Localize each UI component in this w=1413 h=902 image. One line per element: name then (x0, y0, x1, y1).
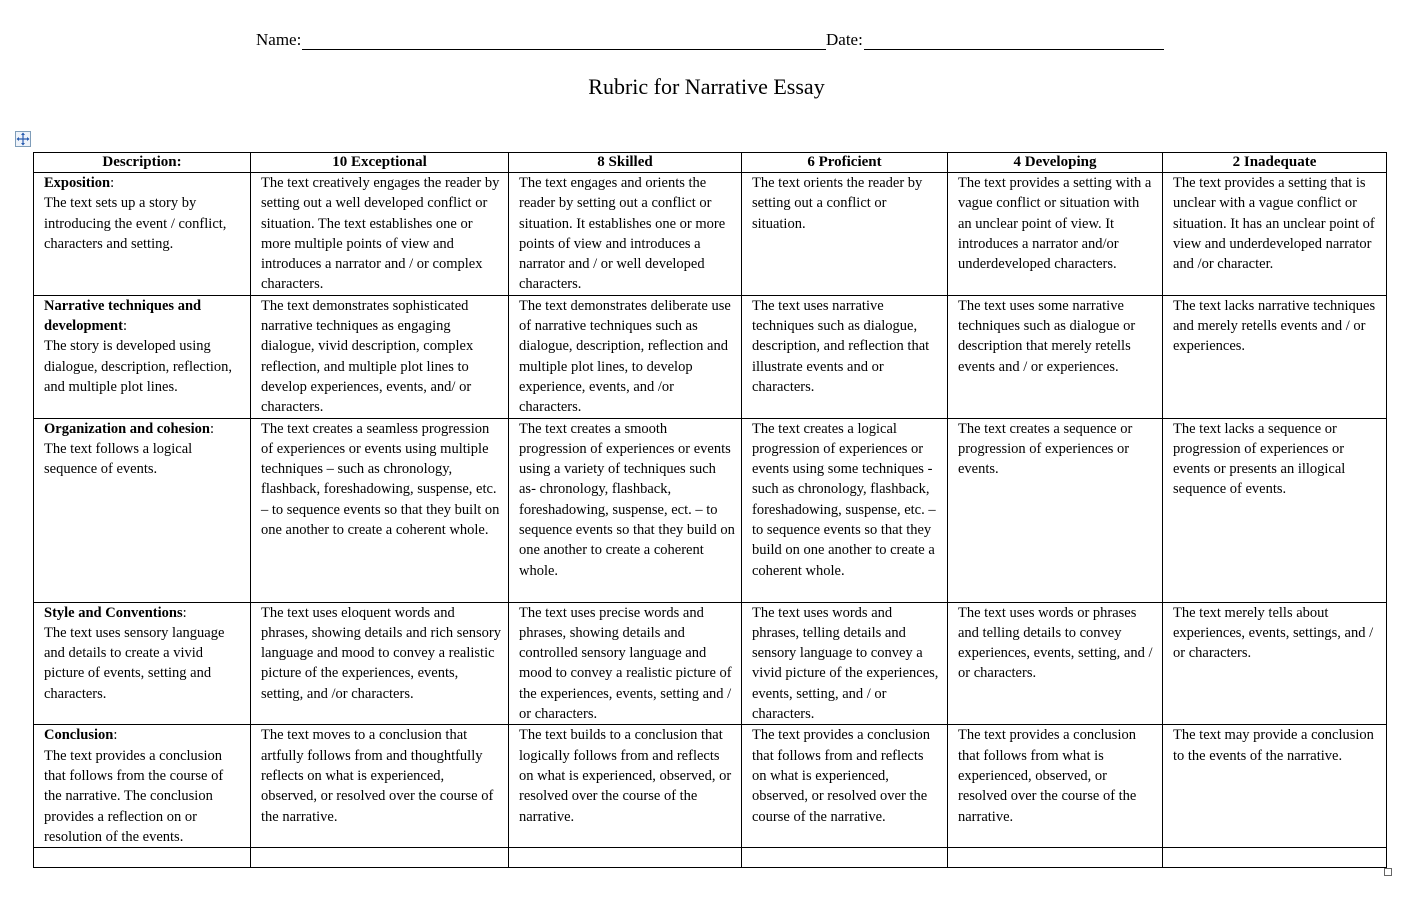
table-move-handle-icon[interactable] (15, 131, 31, 147)
name-label: Name: (256, 30, 302, 49)
criterion-title: Narrative techniques and development (44, 297, 202, 335)
table-cell: The text builds to a conclusion that logically follows from and reflects on what is experienced, observed, or resolved over the course of the narrative. (509, 725, 742, 848)
name-field[interactable] (256, 26, 826, 50)
table-cell: The text creates a smooth progression of experiences or events using a variety of techniques such as- chronology, flashback, foreshadowing, suspense, ect. – to sequence events so that they build on one another to create a coherent whole. (509, 418, 742, 602)
column-header: Description: (34, 153, 251, 173)
table-cell: The text uses eloquent words and phrases, showing details and rich sensory language and mood to convey a realistic picture of the experiences, events, setting, and /or characters. (251, 602, 509, 725)
date-blank-line[interactable] (864, 48, 1164, 50)
column-header: 10 Exceptional (251, 153, 509, 173)
page-title: Rubric for Narrative Essay (588, 74, 825, 99)
criterion-cell (34, 418, 251, 602)
table-row (34, 173, 1387, 296)
criterion-description: The text follows a logical sequence of events. (44, 440, 193, 478)
table-row (34, 602, 1387, 725)
criterion-title: Conclusion (44, 727, 114, 744)
date-field[interactable] (826, 26, 1164, 50)
table-cell: The text lacks narrative techniques and merely retells events and / or experiences. (1163, 295, 1387, 418)
table-cell: The text creates a seamless progression of experiences or events using multiple techniques – such as chronology, flashback, foreshadowing, suspense, etc. – to sequence events so that they built on one another to create a coherent whole. (251, 418, 509, 602)
table-cell: The text moves to a conclusion that artfully follows from and thoughtfully reflects on what is experienced, observed, or resolved over the course of the narrative. (251, 725, 509, 848)
table-cell: The text uses narrative techniques such as dialogue, description, and reflection that illustrate events and or characters. (742, 295, 948, 418)
column-header: 8 Skilled (509, 153, 742, 173)
criterion-cell (34, 173, 251, 296)
table-cell: The text provides a setting that is unclear with a vague conflict or situation. It has an unclear point of view and underdeveloped narrator and /or character. (1163, 173, 1387, 296)
name-blank-line[interactable] (302, 48, 826, 50)
empty-cell[interactable] (1163, 848, 1387, 868)
table-cell: The text orients the reader by setting out a conflict or situation. (742, 173, 948, 296)
criterion-colon: : (122, 318, 127, 335)
table-resize-handle[interactable] (1384, 868, 1392, 876)
table-cell: The text provides a conclusion that follows from what is experienced, observed, or resolved over the course of the narrative. (948, 725, 1163, 848)
criterion-description: The text sets up a story by introducing the event / conflict, characters and setting. (44, 195, 227, 252)
table-cell: The text creatively engages the reader by setting out a well developed conflict or situation. The text establishes one or more multiple points of view and introduces a narrator and / or complex characters. (251, 173, 509, 296)
table-cell: The text uses words and phrases, telling details and sensory language to convey a vivid picture of the experiences, events, setting, and / or characters. (742, 602, 948, 725)
column-header: 6 Proficient (742, 153, 948, 173)
criterion-description: The text provides a conclusion that follows from the course of the narrative. The conclusion provides a reflection on or resolution of the events. (44, 747, 224, 845)
table-cell: The text may provide a conclusion to the events of the narrative. (1163, 725, 1387, 848)
table-row (34, 295, 1387, 418)
table-cell: The text uses some narrative techniques such as dialogue or description that merely retells events and / or experiences. (948, 295, 1163, 418)
empty-table-row (34, 848, 1387, 868)
criterion-description: The story is developed using dialogue, description, reflection, and multiple plot lines. (44, 338, 233, 395)
criterion-colon: : (113, 727, 118, 744)
table-cell: The text creates a sequence or progression of experiences or events. (948, 418, 1163, 602)
table-row (34, 418, 1387, 602)
column-header: 2 Inadequate (1163, 153, 1387, 173)
criterion-title: Organization and cohesion (44, 420, 210, 437)
table-cell: The text demonstrates sophisticated narrative techniques as engaging dialogue, vivid description, complex reflection, and multiple plot lines to develop experiences, events, and/ or characters. (251, 295, 509, 418)
empty-cell[interactable] (509, 848, 742, 868)
criterion-title: Exposition (44, 175, 111, 191)
rubric-table (33, 152, 1387, 868)
table-row (34, 725, 1387, 848)
table-cell: The text uses words or phrases and telling details to convey experiences, events, setting, and / or characters. (948, 602, 1163, 725)
criterion-title: Style and Conventions (44, 604, 183, 621)
empty-cell[interactable] (742, 848, 948, 868)
table-header-row (34, 153, 1387, 173)
criterion-colon: : (182, 604, 187, 621)
table-cell: The text engages and orients the reader by setting out a conflict or situation. It establishes one or more points of view and introduces a narrator and / or well developed characters. (509, 173, 742, 296)
column-header: 4 Developing (948, 153, 1163, 173)
criterion-colon: : (209, 420, 214, 437)
criterion-colon: : (110, 175, 115, 191)
empty-cell[interactable] (251, 848, 509, 868)
table-cell: The text provides a setting with a vague conflict or situation with an unclear point of view. It introduces a narrator and/or underdeveloped characters. (948, 173, 1163, 296)
table-cell: The text merely tells about experiences, events, settings, and / or characters. (1163, 602, 1387, 725)
table-cell: The text provides a conclusion that follows from and reflects on what is experienced, observed, or resolved over the course of the narrative. (742, 725, 948, 848)
criterion-cell (34, 725, 251, 848)
table-cell: The text uses precise words and phrases, showing details and controlled sensory language and mood to convey a realistic picture of the experiences, events, setting and / or characters. (509, 602, 742, 725)
empty-cell[interactable] (34, 848, 251, 868)
table-cell: The text creates a logical progression of experiences or events using some techniques - such as chronology, flashback, foreshadowing, suspense, etc. – to sequence events so that they build on one another to create a coherent whole. (742, 418, 948, 602)
criterion-cell (34, 602, 251, 725)
table-cell: The text lacks a sequence or progression of experiences or events or presents an illogical sequence of events. (1163, 418, 1387, 602)
empty-cell[interactable] (948, 848, 1163, 868)
criterion-description: The text uses sensory language and details to create a vivid picture of events, setting and characters. (44, 624, 225, 702)
criterion-cell (34, 295, 251, 418)
table-cell: The text demonstrates deliberate use of narrative techniques such as dialogue, description, reflection and multiple plot lines, to develop experience, events, and /or characters. (509, 295, 742, 418)
date-label: Date: (826, 30, 863, 49)
